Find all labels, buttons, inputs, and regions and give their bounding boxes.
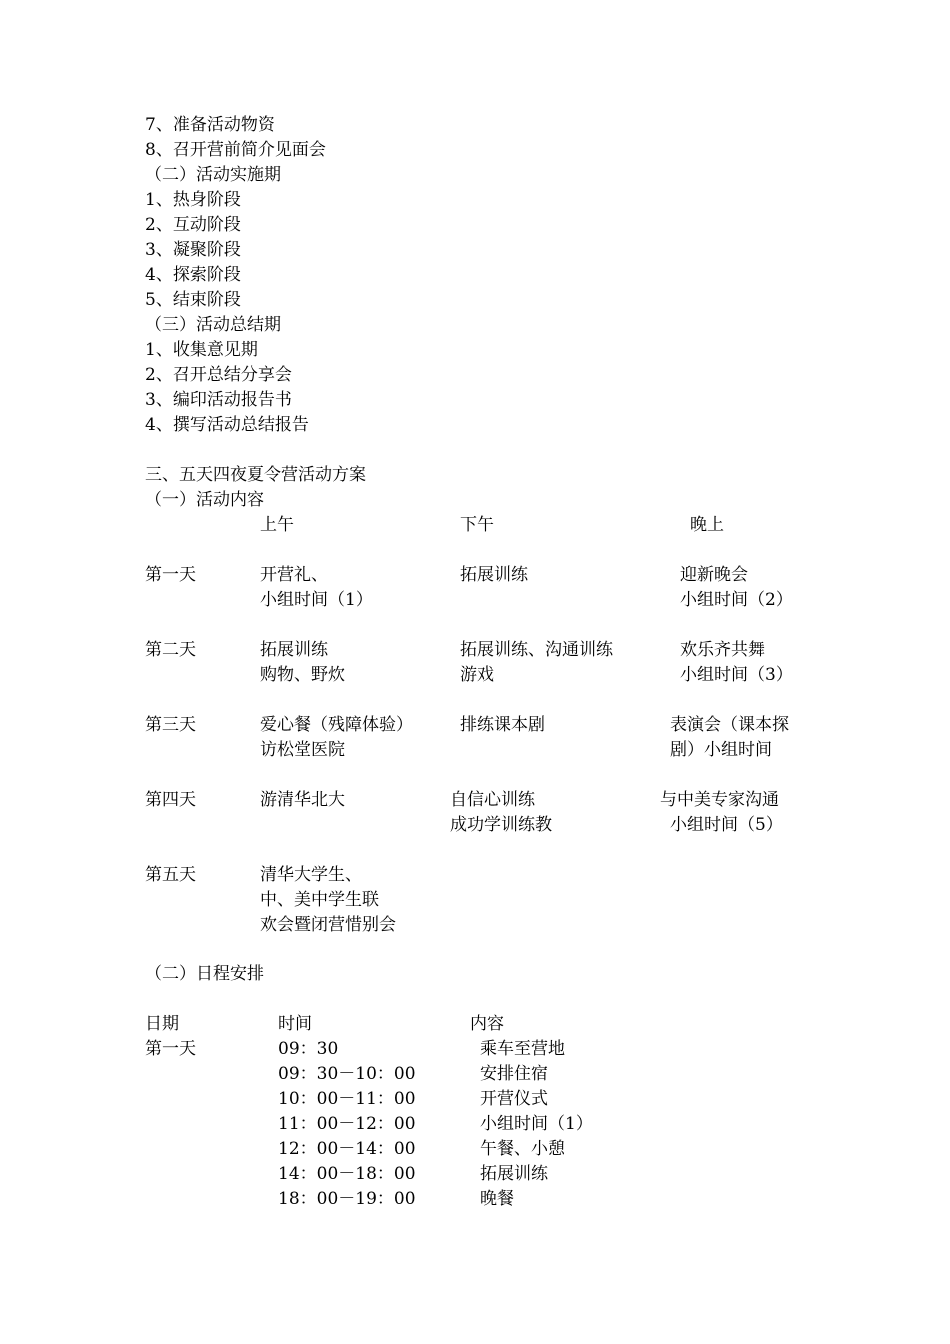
cell-evening: 迎新晚会 [680,565,748,585]
schedule-content: 小组时间（1） [480,1114,593,1134]
activity-heading: （一）活动内容 [145,490,264,510]
cell-morning: 拓展训练 [260,640,328,660]
schedule-content: 乘车至营地 [480,1039,565,1059]
cell-morning: 爱心餐（残障体验） [260,715,413,735]
cell-afternoon: 自信心训练 [450,790,535,810]
cell-afternoon: 拓展训练、沟通训练 [460,640,613,660]
col-header-afternoon: 下午 [460,515,494,535]
cell-afternoon: 拓展训练 [460,565,528,585]
list-item-phase2-1: 1、热身阶段 [145,190,241,210]
cell-afternoon: 游戏 [460,665,494,685]
schedule-content: 安排住宿 [480,1064,548,1084]
cell-morning: 开营礼、 [260,565,328,585]
day-label: 第三天 [145,715,196,735]
cell-afternoon: 排练课本剧 [460,715,545,735]
cell-evening: 剧）小组时间 [670,740,772,760]
cell-morning: 购物、野炊 [260,665,345,685]
cell-morning: 小组时间（1） [260,590,373,610]
cell-morning: 清华大学生、 [260,865,362,885]
day-label: 第五天 [145,865,196,885]
schedule-time: 10：00－11：00 [278,1089,416,1109]
schedule-time: 14：00－18：00 [278,1164,416,1184]
schedule-content: 晚餐 [480,1189,514,1209]
col-header-content: 内容 [470,1014,504,1034]
schedule-heading: （二）日程安排 [145,964,264,984]
day-label: 第四天 [145,790,196,810]
cell-evening: 表演会（课本探 [670,715,789,735]
schedule-content: 午餐、小憩 [480,1139,565,1159]
day-label: 第一天 [145,565,196,585]
day-label: 第二天 [145,640,196,660]
list-item-phase2-5: 5、结束阶段 [145,290,241,310]
cell-morning: 欢会暨闭营惜别会 [260,915,396,935]
phase2-heading: （二）活动实施期 [145,165,281,185]
cell-evening: 小组时间（3） [680,665,793,685]
cell-evening: 欢乐齐共舞 [680,640,765,660]
list-item-prep-8: 8、召开营前简介见面会 [145,140,326,160]
cell-morning: 游清华北大 [260,790,345,810]
col-header-time: 时间 [278,1014,312,1034]
schedule-time: 12：00－14：00 [278,1139,416,1159]
cell-morning: 访松堂医院 [260,740,345,760]
section3-title: 三、五天四夜夏令营活动方案 [145,465,366,485]
col-header-evening: 晚上 [690,515,724,535]
schedule-time: 09：30 [278,1039,339,1059]
list-item-phase3-4: 4、撰写活动总结报告 [145,415,309,435]
cell-evening: 小组时间（2） [680,590,793,610]
list-item-phase3-1: 1、收集意见期 [145,340,258,360]
cell-evening: 小组时间（5） [670,815,783,835]
cell-morning: 中、美中学生联 [260,890,379,910]
schedule-time: 18：00－19：00 [278,1189,416,1209]
col-header-date: 日期 [145,1014,179,1034]
list-item-phase3-2: 2、召开总结分享会 [145,365,292,385]
cell-evening: 与中美专家沟通 [660,790,779,810]
phase3-heading: （三）活动总结期 [145,315,281,335]
schedule-content: 拓展训练 [480,1164,548,1184]
list-item-phase2-3: 3、凝聚阶段 [145,240,241,260]
col-header-morning: 上午 [260,515,294,535]
list-item-prep-7: 7、准备活动物资 [145,115,275,135]
schedule-content: 开营仪式 [480,1089,548,1109]
schedule-time: 11：00－12：00 [278,1114,416,1134]
schedule-day-label: 第一天 [145,1039,196,1059]
list-item-phase2-2: 2、互动阶段 [145,215,241,235]
list-item-phase2-4: 4、探索阶段 [145,265,241,285]
list-item-phase3-3: 3、编印活动报告书 [145,390,292,410]
cell-afternoon: 成功学训练教 [450,815,552,835]
schedule-time: 09：30－10：00 [278,1064,416,1084]
